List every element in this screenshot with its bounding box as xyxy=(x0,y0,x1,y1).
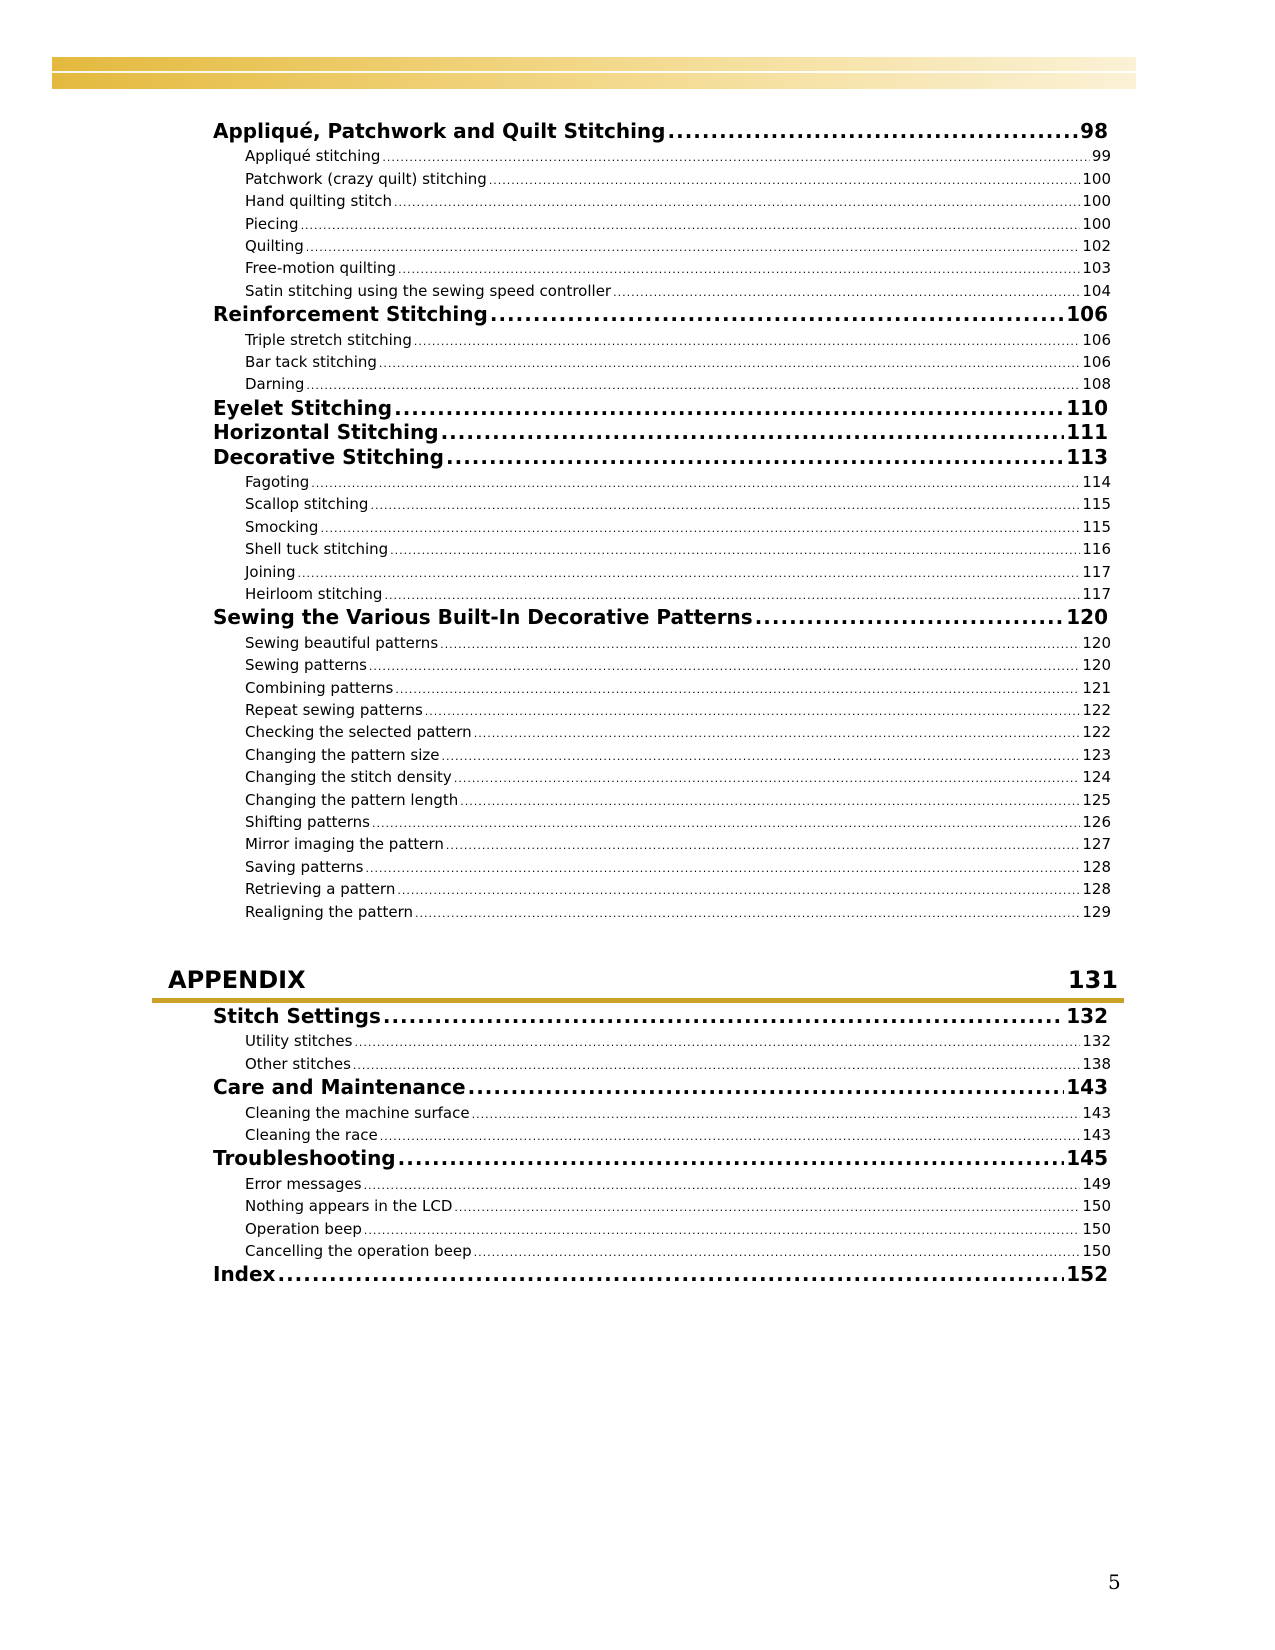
toc-entry-page: 114 xyxy=(1082,473,1111,491)
toc-subentry[interactable] xyxy=(245,353,1111,375)
toc-entry-title: Cancelling the operation beep xyxy=(245,1242,472,1260)
toc-entry-page: 100 xyxy=(1082,169,1111,188)
toc-entry[interactable] xyxy=(213,119,1108,145)
appendix-heading[interactable] xyxy=(168,966,1118,996)
toc-entry-page: 125 xyxy=(1082,790,1111,809)
toc-entry-title: Smocking xyxy=(245,517,319,536)
dot-leader xyxy=(394,396,1064,420)
dot-leader xyxy=(365,862,1080,875)
toc-entry-title: Mirror imaging the pattern xyxy=(245,835,444,854)
toc-entry-page: 143 xyxy=(1082,1103,1111,1122)
toc-entry-page: 126 xyxy=(1082,813,1111,831)
toc-entry-page: 117 xyxy=(1082,562,1111,581)
toc-subentry[interactable] xyxy=(245,1242,1111,1264)
toc-entry-page: 108 xyxy=(1082,375,1111,394)
toc-subentry[interactable] xyxy=(245,237,1111,259)
toc-subentry[interactable] xyxy=(245,331,1111,353)
dot-leader xyxy=(364,1179,1081,1192)
toc-subentry[interactable] xyxy=(245,768,1111,790)
toc-entry-title: Nothing appears in the LCD xyxy=(245,1197,453,1216)
toc-entry-title: Quilting xyxy=(245,237,304,255)
toc-subentry[interactable] xyxy=(245,1197,1111,1219)
toc-entry-title: Utility stitches xyxy=(245,1032,353,1051)
toc-subentry[interactable] xyxy=(245,518,1111,540)
toc-entry-title: Troubleshooting xyxy=(213,1146,396,1171)
dot-leader xyxy=(364,1224,1080,1237)
dot-leader xyxy=(474,1246,1081,1259)
toc-entry-title: Scallop stitching xyxy=(245,495,369,514)
toc-entry-page: 120 xyxy=(1082,633,1111,652)
toc-entry-title: Triple stretch stitching xyxy=(245,330,412,349)
toc-entry-page: 143 xyxy=(1082,1126,1111,1144)
dot-leader xyxy=(397,884,1080,897)
toc-entry-title: Changing the pattern size xyxy=(245,745,440,764)
toc-subentry[interactable] xyxy=(245,679,1111,701)
page-number: 5 xyxy=(1108,1570,1121,1594)
dot-leader xyxy=(354,1036,1080,1049)
toc-entry-title: Bar tack stitching xyxy=(245,353,377,371)
toc-entry-title: Decorative Stitching xyxy=(213,444,444,469)
toc-entry-page: 103 xyxy=(1082,259,1111,278)
toc-entry-page: 106 xyxy=(1082,353,1111,371)
toc-subentry[interactable] xyxy=(245,375,1111,397)
toc-entry-page: 106 xyxy=(1082,330,1111,349)
dot-leader xyxy=(395,683,1080,696)
toc-entry-title: Satin stitching using the sewing speed controller xyxy=(245,281,612,300)
toc-subentry[interactable] xyxy=(245,813,1111,835)
toc-entry[interactable] xyxy=(213,1262,1108,1288)
toc-entry-title: Patchwork (crazy quilt) stitching xyxy=(245,169,487,188)
toc-entry-title: Saving patterns xyxy=(245,857,364,876)
toc-entry-page: 98 xyxy=(1080,119,1108,143)
toc-entry-page: 150 xyxy=(1082,1197,1111,1216)
dot-leader xyxy=(755,605,1065,629)
toc-entry-page: 123 xyxy=(1082,745,1111,764)
toc-entry-page: 116 xyxy=(1082,540,1111,559)
toc-entry-title: Changing the stitch density xyxy=(245,768,452,787)
toc-subentry[interactable] xyxy=(245,259,1111,281)
toc-entry-title: Free-motion quilting xyxy=(245,259,396,278)
dot-leader xyxy=(398,1146,1065,1170)
toc-subentry[interactable] xyxy=(245,192,1111,214)
toc-entry-title: Horizontal Stitching xyxy=(213,420,439,445)
toc-subentry[interactable] xyxy=(245,723,1111,745)
dot-leader xyxy=(414,335,1081,348)
dot-leader xyxy=(613,286,1080,299)
toc-subentry[interactable] xyxy=(245,835,1111,857)
toc-entry[interactable] xyxy=(213,605,1108,631)
toc-subentry[interactable] xyxy=(245,880,1111,902)
toc-entry-title: Cleaning the race xyxy=(245,1126,378,1144)
toc-entry-title: Shell tuck stitching xyxy=(245,540,389,559)
toc-entry-page: 113 xyxy=(1066,444,1108,469)
toc-entry-page: 152 xyxy=(1066,1262,1108,1287)
toc-entry-title: Cleaning the machine surface xyxy=(245,1103,470,1122)
toc-entry-title: Other stitches xyxy=(245,1054,351,1073)
dot-leader xyxy=(415,907,1080,920)
toc-entry-title: Appliqué stitching xyxy=(245,147,381,166)
toc-entry-title: Operation beep xyxy=(245,1219,362,1238)
toc-subentry[interactable] xyxy=(245,585,1111,607)
toc-entry-title: Heirloom stitching xyxy=(245,585,383,603)
toc-entry-title: Appliqué, Patchwork and Quilt Stitching xyxy=(213,119,666,143)
dot-leader xyxy=(297,567,1080,580)
dot-leader xyxy=(472,1108,1081,1121)
toc-entry-page: 150 xyxy=(1082,1219,1111,1238)
toc-entry-title: Fagoting xyxy=(245,473,310,491)
dot-leader xyxy=(442,750,1081,763)
dot-leader xyxy=(306,379,1080,392)
toc-entry-page: 129 xyxy=(1082,902,1111,921)
toc-entry-page: 110 xyxy=(1066,395,1108,420)
appendix-rule xyxy=(152,998,1124,1003)
dot-leader xyxy=(384,589,1080,602)
dot-leader xyxy=(446,839,1080,852)
toc-entry-title: Care and Maintenance xyxy=(213,1075,466,1100)
toc-entry-title: Shifting patterns xyxy=(245,813,370,831)
dot-leader xyxy=(390,544,1080,557)
toc-entry-page: 149 xyxy=(1082,1174,1111,1193)
toc-subentry[interactable] xyxy=(245,634,1111,656)
toc-subentry[interactable] xyxy=(245,858,1111,880)
dot-leader xyxy=(490,302,1064,326)
toc-entry[interactable] xyxy=(213,1075,1108,1101)
toc-subentry[interactable] xyxy=(245,1032,1111,1054)
toc-entry-title: Repeat sewing patterns xyxy=(245,701,423,719)
dot-leader xyxy=(380,1130,1081,1143)
dot-leader xyxy=(398,263,1080,276)
toc-entry-title: Changing the pattern length xyxy=(245,790,459,809)
toc-entry-page: 120 xyxy=(1066,605,1108,630)
toc-entry-page: 102 xyxy=(1082,237,1111,255)
toc-subentry[interactable] xyxy=(245,791,1111,813)
header-band-stripe xyxy=(52,71,1136,73)
toc-entry-page: 106 xyxy=(1066,302,1108,327)
dot-leader xyxy=(379,357,1080,370)
dot-leader xyxy=(383,1004,1064,1028)
dot-leader xyxy=(311,477,1080,490)
toc-entry-title: Eyelet Stitching xyxy=(213,395,393,420)
toc-entry-title: Darning xyxy=(245,375,305,394)
toc-entry-title: Retrieving a pattern xyxy=(245,880,396,899)
toc-entry-page: 122 xyxy=(1082,723,1111,742)
toc-entry[interactable] xyxy=(213,302,1108,328)
toc-subentry[interactable] xyxy=(245,701,1111,723)
toc-entry-title: Hand quilting stitch xyxy=(245,192,392,211)
toc-entry[interactable] xyxy=(213,1004,1108,1030)
toc-subentry[interactable] xyxy=(245,903,1111,925)
toc-entry-page: 124 xyxy=(1082,768,1111,787)
toc-entry-page: 128 xyxy=(1082,857,1111,876)
toc-entry-page: 121 xyxy=(1082,678,1111,697)
toc-subentry[interactable] xyxy=(245,1220,1111,1242)
dot-leader xyxy=(370,499,1080,512)
toc-entry-page: 127 xyxy=(1082,835,1111,854)
toc-entry[interactable] xyxy=(213,396,1108,422)
toc-subentry[interactable] xyxy=(245,656,1111,678)
toc-subentry[interactable] xyxy=(245,1126,1111,1148)
dot-leader xyxy=(454,1201,1080,1214)
toc-entry-page: 117 xyxy=(1082,585,1111,603)
appendix-page: 131 xyxy=(1067,966,1118,994)
dot-leader xyxy=(301,219,1081,232)
toc-subentry[interactable] xyxy=(245,495,1111,517)
toc-subentry[interactable] xyxy=(245,1104,1111,1126)
dot-leader xyxy=(441,420,1065,444)
toc-subentry[interactable] xyxy=(245,540,1111,562)
toc-entry[interactable] xyxy=(213,445,1108,471)
dot-leader xyxy=(372,817,1080,830)
appendix-title: APPENDIX xyxy=(168,966,306,994)
toc-entry-title: Realigning the pattern xyxy=(245,902,413,921)
toc-entry-title: Error messages xyxy=(245,1174,362,1193)
toc-entry-page: 100 xyxy=(1082,192,1111,211)
toc-entry-title: Index xyxy=(213,1262,276,1287)
header-band xyxy=(52,57,1136,89)
toc-subentry[interactable] xyxy=(245,1175,1111,1197)
toc-entry-title: Stitch Settings xyxy=(213,1004,381,1028)
toc-subentry[interactable] xyxy=(245,215,1111,237)
toc-entry-page: 100 xyxy=(1082,214,1111,233)
toc-entry-title: Joining xyxy=(245,562,296,581)
dot-leader xyxy=(353,1059,1080,1072)
toc-subentry[interactable] xyxy=(245,473,1111,495)
dot-leader xyxy=(446,445,1064,469)
dot-leader xyxy=(460,795,1080,808)
toc-entry-page: 150 xyxy=(1082,1242,1111,1260)
toc-subentry[interactable] xyxy=(245,147,1111,169)
dot-leader xyxy=(277,1262,1064,1286)
toc-entry-page: 132 xyxy=(1066,1004,1108,1028)
toc-entry-title: Reinforcement Stitching xyxy=(213,302,488,327)
dot-leader xyxy=(369,660,1080,673)
toc-entry-title: Combining patterns xyxy=(245,678,394,697)
toc-entry-page: 99 xyxy=(1091,147,1111,166)
toc-entry-page: 115 xyxy=(1082,495,1111,514)
toc-subentry[interactable] xyxy=(245,1055,1111,1077)
dot-leader xyxy=(394,196,1080,209)
dot-leader xyxy=(440,638,1080,651)
dot-leader xyxy=(474,727,1081,740)
toc-entry-page: 122 xyxy=(1082,701,1111,719)
dot-leader xyxy=(306,241,1081,254)
toc-entry-page: 120 xyxy=(1082,656,1111,675)
toc-entry[interactable] xyxy=(213,1146,1108,1172)
dot-leader xyxy=(468,1075,1065,1099)
toc-entry-page: 111 xyxy=(1066,420,1108,445)
toc-subentry[interactable] xyxy=(245,170,1111,192)
dot-leader xyxy=(425,705,1081,718)
toc-subentry[interactable] xyxy=(245,746,1111,768)
toc-entry-page: 138 xyxy=(1082,1054,1111,1073)
dot-leader xyxy=(668,119,1079,143)
toc-entry[interactable] xyxy=(213,420,1108,446)
toc-entry-page: 115 xyxy=(1082,517,1111,536)
toc-entry-page: 128 xyxy=(1082,880,1111,899)
toc-entry-title: Sewing beautiful patterns xyxy=(245,633,439,652)
dot-leader xyxy=(382,151,1090,164)
dot-leader xyxy=(454,772,1081,785)
toc-subentry[interactable] xyxy=(245,282,1111,304)
toc-entry-page: 143 xyxy=(1066,1075,1108,1100)
dot-leader xyxy=(320,522,1080,535)
toc-entry-page: 145 xyxy=(1066,1146,1108,1171)
toc-entry-page: 132 xyxy=(1082,1032,1111,1051)
toc-entry-title: Piecing xyxy=(245,214,299,233)
toc-subentry[interactable] xyxy=(245,563,1111,585)
toc-entry-page: 104 xyxy=(1082,281,1111,300)
dot-leader xyxy=(489,174,1081,187)
toc-entry-title: Checking the selected pattern xyxy=(245,723,472,742)
toc-entry-title: Sewing patterns xyxy=(245,656,367,675)
toc-entry-title: Sewing the Various Built-In Decorative Patterns xyxy=(213,605,753,630)
